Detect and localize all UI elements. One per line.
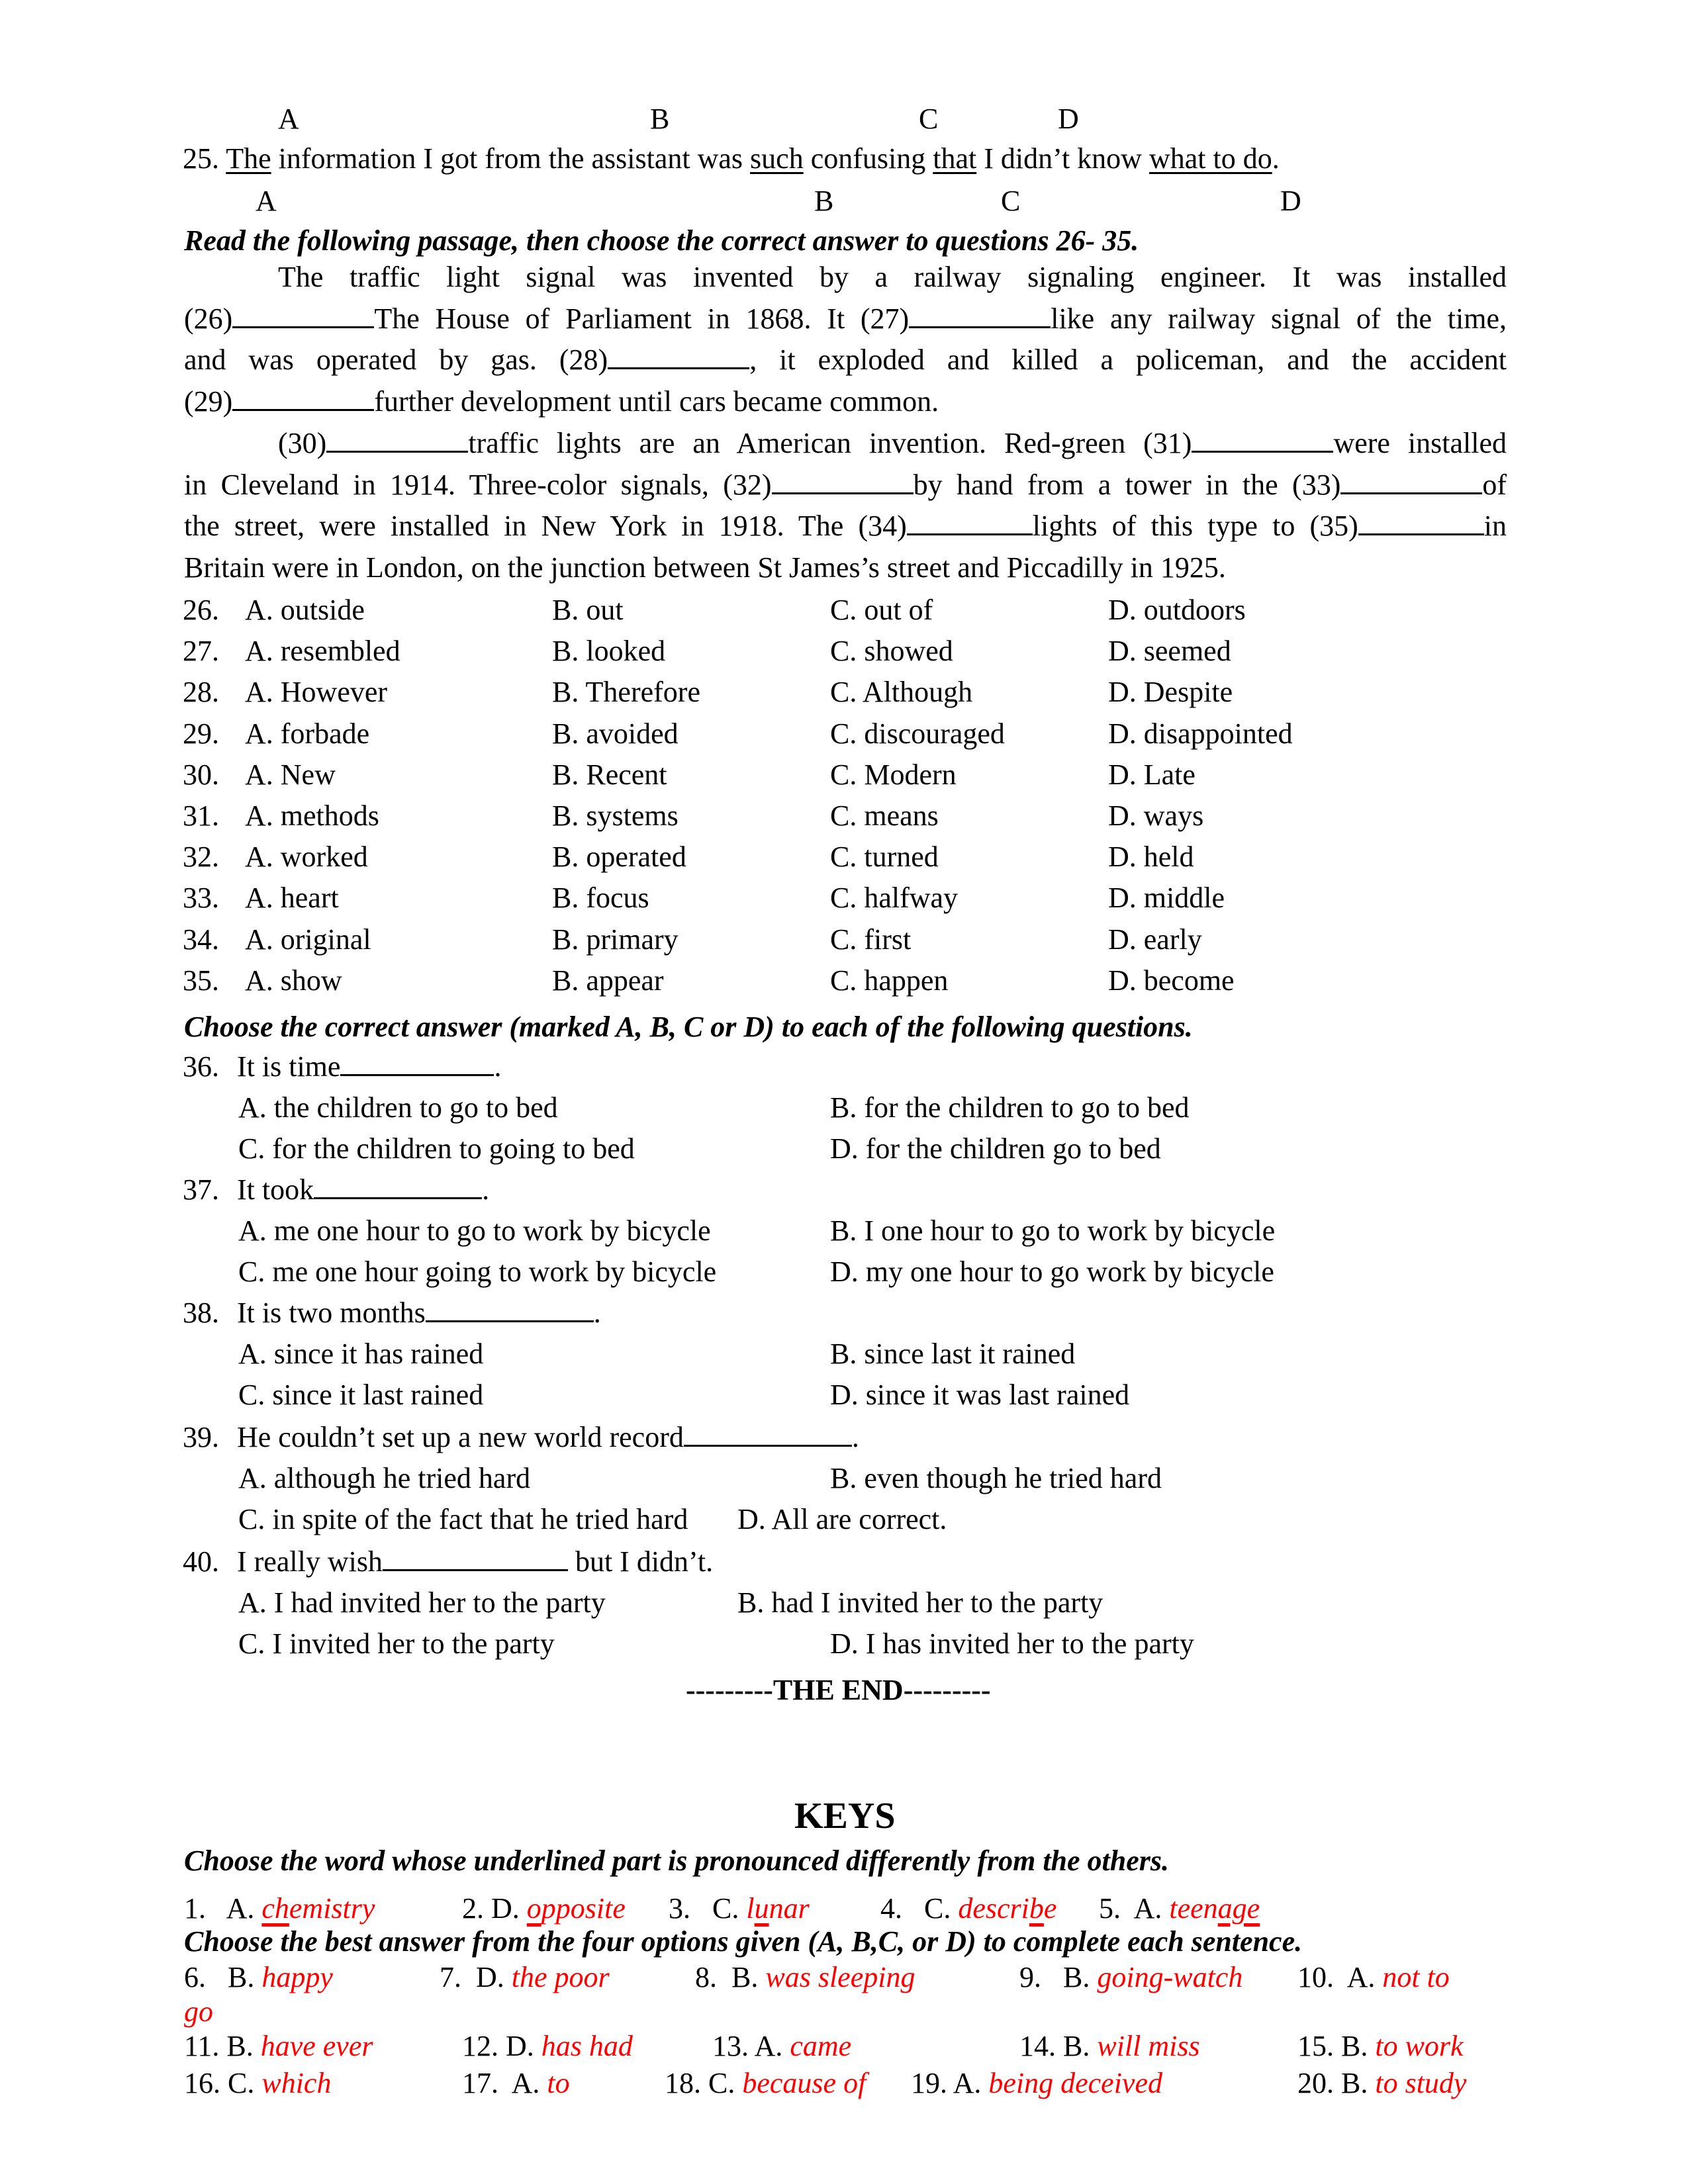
q25-option-d-underlined: what to do xyxy=(1149,142,1272,175)
q25-sentence xyxy=(183,144,1280,173)
option-c: C. halfway xyxy=(830,882,959,915)
option-b: B. even though he tried hard xyxy=(830,1462,1162,1494)
passage-text: like any railway signal of the time, xyxy=(1051,302,1507,335)
option-d: D. outdoors xyxy=(1108,594,1246,626)
q25-letter-c-top: C xyxy=(919,103,939,135)
passage-line xyxy=(184,257,1507,298)
answer-blank xyxy=(684,1425,852,1447)
stem-text: . xyxy=(593,1297,601,1329)
key-label: 13. A. xyxy=(712,2030,783,2062)
passage-text: the street, were installed in New York in 1918. The (34) xyxy=(184,510,907,543)
option-d: D. ways xyxy=(1108,799,1204,832)
option-d: D. held xyxy=(1108,841,1194,874)
key-answer xyxy=(669,1894,810,1923)
key-answer xyxy=(1019,2032,1200,2061)
q25-letter-a-top: A xyxy=(278,103,299,135)
q25-text: I didn’t know xyxy=(976,142,1149,175)
option-c: C. me one hour going to work by bicycle xyxy=(238,1255,717,1288)
passage-text: in Cleveland in 1914. Three-color signals, (32) xyxy=(184,468,772,501)
option-d: D. early xyxy=(1108,923,1202,956)
option-b: B. appear xyxy=(552,964,664,997)
key-word: to xyxy=(547,2067,570,2099)
stem-text: . xyxy=(851,1421,859,1453)
question-stem xyxy=(237,1423,859,1452)
key-label: 2. D. xyxy=(462,1892,520,1925)
blank-34 xyxy=(907,514,1033,535)
option-c: C. happen xyxy=(830,964,949,997)
passage-line xyxy=(184,381,1507,423)
key-word: has had xyxy=(541,2030,633,2062)
key-label: 14. B. xyxy=(1019,2030,1090,2062)
option-b: B. operated xyxy=(552,841,686,874)
option-d: D. middle xyxy=(1108,882,1225,915)
question-number: 27. xyxy=(183,635,219,668)
key-underlined-part: o xyxy=(526,1892,541,1925)
question-stem xyxy=(237,1298,601,1328)
option-b: B. I one hour to go to work by bicycle xyxy=(830,1214,1276,1247)
passage-text: Britain were in London, on the junction between St James’s street and Piccadilly in 1925. xyxy=(184,551,1226,584)
mc-instruction: Choose the correct answer (marked A, B, C or D) to each of the following questions. xyxy=(184,1011,1193,1043)
q25-text: confusing xyxy=(803,142,933,175)
passage-text: , it exploded and killed a policeman, and the accident xyxy=(749,343,1507,377)
answer-blank xyxy=(340,1054,494,1076)
key-answer xyxy=(184,1963,333,1992)
key-label: 15. B. xyxy=(1297,2030,1368,2062)
passage-text: in xyxy=(1483,510,1507,543)
q25-letter-b-bottom: B xyxy=(814,185,834,217)
blank-27 xyxy=(909,306,1051,328)
key-answer xyxy=(184,1894,375,1923)
key-answer xyxy=(880,1894,1056,1923)
q25-letter-d-bottom: D xyxy=(1280,185,1301,217)
option-b: B. since last it rained xyxy=(830,1338,1076,1370)
question-number: 37. xyxy=(183,1173,219,1206)
key-answer xyxy=(440,1963,610,1992)
key-answer xyxy=(1099,1894,1260,1923)
option-b: B. for the children to go to bed xyxy=(830,1091,1190,1124)
stem-text: but I didn’t. xyxy=(567,1545,714,1578)
option-d: D. my one hour to go work by bicycle xyxy=(830,1255,1274,1288)
key-word: was sleeping xyxy=(765,1961,915,1993)
key-word: e xyxy=(1043,1892,1057,1925)
stem-text: It took xyxy=(237,1173,314,1206)
stem-text: It is time xyxy=(237,1050,341,1083)
answer-blank xyxy=(426,1300,594,1322)
q25-text: information I got from the assistant was xyxy=(271,142,751,175)
question-number: 25. xyxy=(183,142,219,175)
option-c: C. for the children to going to bed xyxy=(238,1132,635,1165)
option-c: C. since it last rained xyxy=(238,1379,484,1411)
question-stem xyxy=(237,1547,713,1576)
passage-text: The traffic light signal was invented by a railway signaling engineer. It was installed xyxy=(278,261,1507,293)
passage-text: (29) xyxy=(184,385,233,418)
passage-text: lights of this type to (35) xyxy=(1032,510,1358,543)
passage-text: (26) xyxy=(184,302,233,335)
stem-text: It is two months xyxy=(237,1297,426,1329)
keys-title: KEYS xyxy=(794,1796,896,1837)
key-answer xyxy=(665,2069,866,2098)
blank-32 xyxy=(772,473,914,494)
key-label: 5. A. xyxy=(1099,1892,1162,1925)
question-number: 40. xyxy=(183,1545,219,1578)
passage-text: further development until cars became common. xyxy=(374,385,939,418)
blank-30 xyxy=(326,431,468,453)
key-word: came xyxy=(790,2030,852,2062)
stem-text: . xyxy=(494,1050,502,1083)
key-underlined-part: age xyxy=(1217,1892,1260,1925)
key-word: have ever xyxy=(260,2030,373,2062)
key-word: pposite xyxy=(541,1892,626,1925)
option-c: C. Although xyxy=(830,676,973,709)
blank-33 xyxy=(1340,473,1482,494)
option-a: A. original xyxy=(245,923,371,956)
option-a: A. resembled xyxy=(245,635,400,668)
option-a: A. heart xyxy=(245,882,339,915)
option-c: C. discouraged xyxy=(830,717,1005,750)
key-answer xyxy=(1297,1963,1450,1992)
key-answer xyxy=(462,1894,626,1923)
blank-28 xyxy=(608,347,749,369)
key-label: 7. D. xyxy=(440,1961,504,1993)
key-label: 20. B. xyxy=(1297,2067,1368,2099)
key-answer xyxy=(1297,2032,1464,2061)
question-stem xyxy=(237,1175,489,1205)
option-a: A. me one hour to go to work by bicycle xyxy=(238,1214,711,1247)
key-word: emistry xyxy=(289,1892,375,1925)
question-number: 39. xyxy=(183,1421,219,1453)
q25-letter-b-top: B xyxy=(650,103,670,135)
option-a: A. the children to go to bed xyxy=(238,1091,558,1124)
question-number: 32. xyxy=(183,841,219,874)
passage-text: (30) xyxy=(278,426,327,459)
stem-text: . xyxy=(482,1173,490,1206)
key-answer xyxy=(712,2032,851,2061)
option-a: A. New xyxy=(245,758,336,791)
stem-text: I really wish xyxy=(237,1545,383,1578)
key-label: 17. A. xyxy=(462,2067,540,2099)
option-a: A. since it has rained xyxy=(238,1338,484,1370)
question-number: 29. xyxy=(183,717,219,750)
option-c: C. first xyxy=(830,923,912,956)
passage-line xyxy=(184,298,1507,340)
option-b: B. Recent xyxy=(552,758,667,791)
option-a: A. worked xyxy=(245,841,368,874)
key-word: because of xyxy=(742,2067,867,2099)
key-word: l xyxy=(746,1892,755,1925)
blank-35 xyxy=(1358,514,1484,535)
option-d: D. I has invited her to the party xyxy=(830,1627,1194,1660)
passage xyxy=(184,257,1507,589)
question-number: 34. xyxy=(183,923,219,956)
key-word: will miss xyxy=(1097,2030,1200,2062)
option-b: B. looked xyxy=(552,635,666,668)
key-answer xyxy=(695,1963,915,1992)
question-number: 38. xyxy=(183,1297,219,1329)
question-number: 30. xyxy=(183,758,219,791)
passage-line xyxy=(184,547,1507,589)
option-d: D. All are correct. xyxy=(737,1503,947,1535)
option-c: C. means xyxy=(830,799,939,832)
key-word: happy xyxy=(261,1961,333,1993)
key-label: 8. B. xyxy=(695,1961,759,1993)
q25-letter-a-bottom: A xyxy=(256,185,277,217)
option-d: D. since it was last rained xyxy=(830,1379,1130,1411)
key-label: 16. C. xyxy=(184,2067,255,2099)
answer-blank xyxy=(314,1177,482,1199)
option-b: B. avoided xyxy=(552,717,679,750)
option-c: C. I invited her to the party xyxy=(238,1627,555,1660)
key-label: 12. D. xyxy=(462,2030,534,2062)
blank-26 xyxy=(232,306,374,328)
passage-text: The House of Parliament in 1868. It (27) xyxy=(374,302,910,335)
key-word: to study xyxy=(1375,2067,1467,2099)
option-d: D. become xyxy=(1108,964,1235,997)
option-b: B. Therefore xyxy=(552,676,700,709)
key-label: 9. B. xyxy=(1019,1961,1090,1993)
q25-option-a-underlined: The xyxy=(226,142,271,175)
option-d: D. Late xyxy=(1108,758,1196,791)
key-word: going-watch xyxy=(1097,1961,1243,1993)
q25-letter-c-bottom: C xyxy=(1001,185,1021,217)
passage-text: and was operated by gas. (28) xyxy=(184,343,608,377)
option-a: A. show xyxy=(245,964,342,997)
option-b: B. focus xyxy=(552,882,649,915)
key-answer xyxy=(184,2069,331,2098)
key-label: 19. A. xyxy=(911,2067,982,2099)
key-label: 1. A. xyxy=(184,1892,255,1925)
key-answer xyxy=(911,2069,1162,2098)
q25-letter-d-top: D xyxy=(1058,103,1079,135)
key-label: 3. C. xyxy=(669,1892,739,1925)
option-b: B. out xyxy=(552,594,624,626)
key-label: 6. B. xyxy=(184,1961,255,1993)
key-word: being deceived xyxy=(988,2067,1162,2099)
option-c: C. showed xyxy=(830,635,953,668)
option-a: A. although he tried hard xyxy=(238,1462,531,1494)
passage-instruction: Read the following passage, then choose the correct answer to questions 26- 35. xyxy=(184,224,1139,257)
q25-option-b-underlined: such xyxy=(750,142,804,175)
blank-31 xyxy=(1192,431,1333,453)
key-word: which xyxy=(261,2067,332,2099)
keys-pronunciation-instruction: Choose the word whose underlined part is pronounced differently from the others. xyxy=(184,1844,1170,1877)
option-c: C. turned xyxy=(830,841,939,874)
key-word: descri xyxy=(958,1892,1029,1925)
option-d: D. Despite xyxy=(1108,676,1233,709)
key-answer xyxy=(462,2032,633,2061)
passage-text: of xyxy=(1482,468,1507,501)
key-word: to work xyxy=(1375,2030,1464,2062)
question-number: 33. xyxy=(183,882,219,915)
passage-line xyxy=(184,506,1507,547)
q25-text: . xyxy=(1272,142,1280,175)
option-d: D. disappointed xyxy=(1108,717,1293,750)
option-c: C. out of xyxy=(830,594,933,626)
question-number: 36. xyxy=(183,1050,219,1083)
the-end-marker: ---------THE END--------- xyxy=(686,1674,991,1706)
option-a: A. outside xyxy=(245,594,365,626)
option-a: A. methods xyxy=(245,799,379,832)
key-word: the poor xyxy=(511,1961,610,1993)
option-a: A. I had invited her to the party xyxy=(238,1586,606,1619)
key-answer xyxy=(1019,1963,1243,1992)
q25-option-c-underlined: that xyxy=(933,142,977,175)
option-b: B. had I invited her to the party xyxy=(737,1586,1103,1619)
option-d: D. for the children go to bed xyxy=(830,1132,1161,1165)
question-stem xyxy=(237,1052,501,1081)
key-label: 4. C. xyxy=(880,1892,951,1925)
key-answer xyxy=(462,2069,570,2098)
question-number: 35. xyxy=(183,964,219,997)
key-word: teen xyxy=(1169,1892,1218,1925)
key-underlined-part: u xyxy=(754,1892,769,1925)
key-label: 18. C. xyxy=(665,2067,735,2099)
option-a: A. However xyxy=(245,676,388,709)
option-c: C. in spite of the fact that he tried hard xyxy=(238,1503,688,1535)
key-word: not to xyxy=(1382,1961,1450,1993)
keys-sentence-instruction: Choose the best answer from the four options given (A, B,C, or D) to complete each sentence. xyxy=(184,1925,1303,1958)
key-word: nar xyxy=(769,1892,810,1925)
passage-text: were installed xyxy=(1333,426,1507,459)
question-number: 26. xyxy=(183,594,219,626)
passage-text: by hand from a tower in the (33) xyxy=(913,468,1341,501)
key-answer xyxy=(1297,2069,1466,2098)
option-b: B. systems xyxy=(552,799,679,832)
stem-text: He couldn’t set up a new world record xyxy=(237,1421,684,1453)
passage-text: traffic lights are an American invention. Red-green (31) xyxy=(468,426,1192,459)
option-c: C. Modern xyxy=(830,758,957,791)
key-label: 11. B. xyxy=(184,2030,254,2062)
question-number: 28. xyxy=(183,676,219,709)
option-a: A. forbade xyxy=(245,717,370,750)
key-label: 10. A. xyxy=(1297,1961,1376,1993)
passage-line xyxy=(184,465,1507,506)
blank-29 xyxy=(232,389,374,411)
passage-line xyxy=(184,423,1507,465)
answer-blank xyxy=(383,1549,568,1571)
key-underlined-part: ch xyxy=(261,1892,289,1925)
option-d: D. seemed xyxy=(1108,635,1231,668)
question-number: 31. xyxy=(183,799,219,832)
key-word-wrap: go xyxy=(184,1995,213,2028)
key-answer xyxy=(184,2032,373,2061)
passage-line xyxy=(184,340,1507,381)
key-underlined-part: b xyxy=(1029,1892,1044,1925)
option-b: B. primary xyxy=(552,923,679,956)
